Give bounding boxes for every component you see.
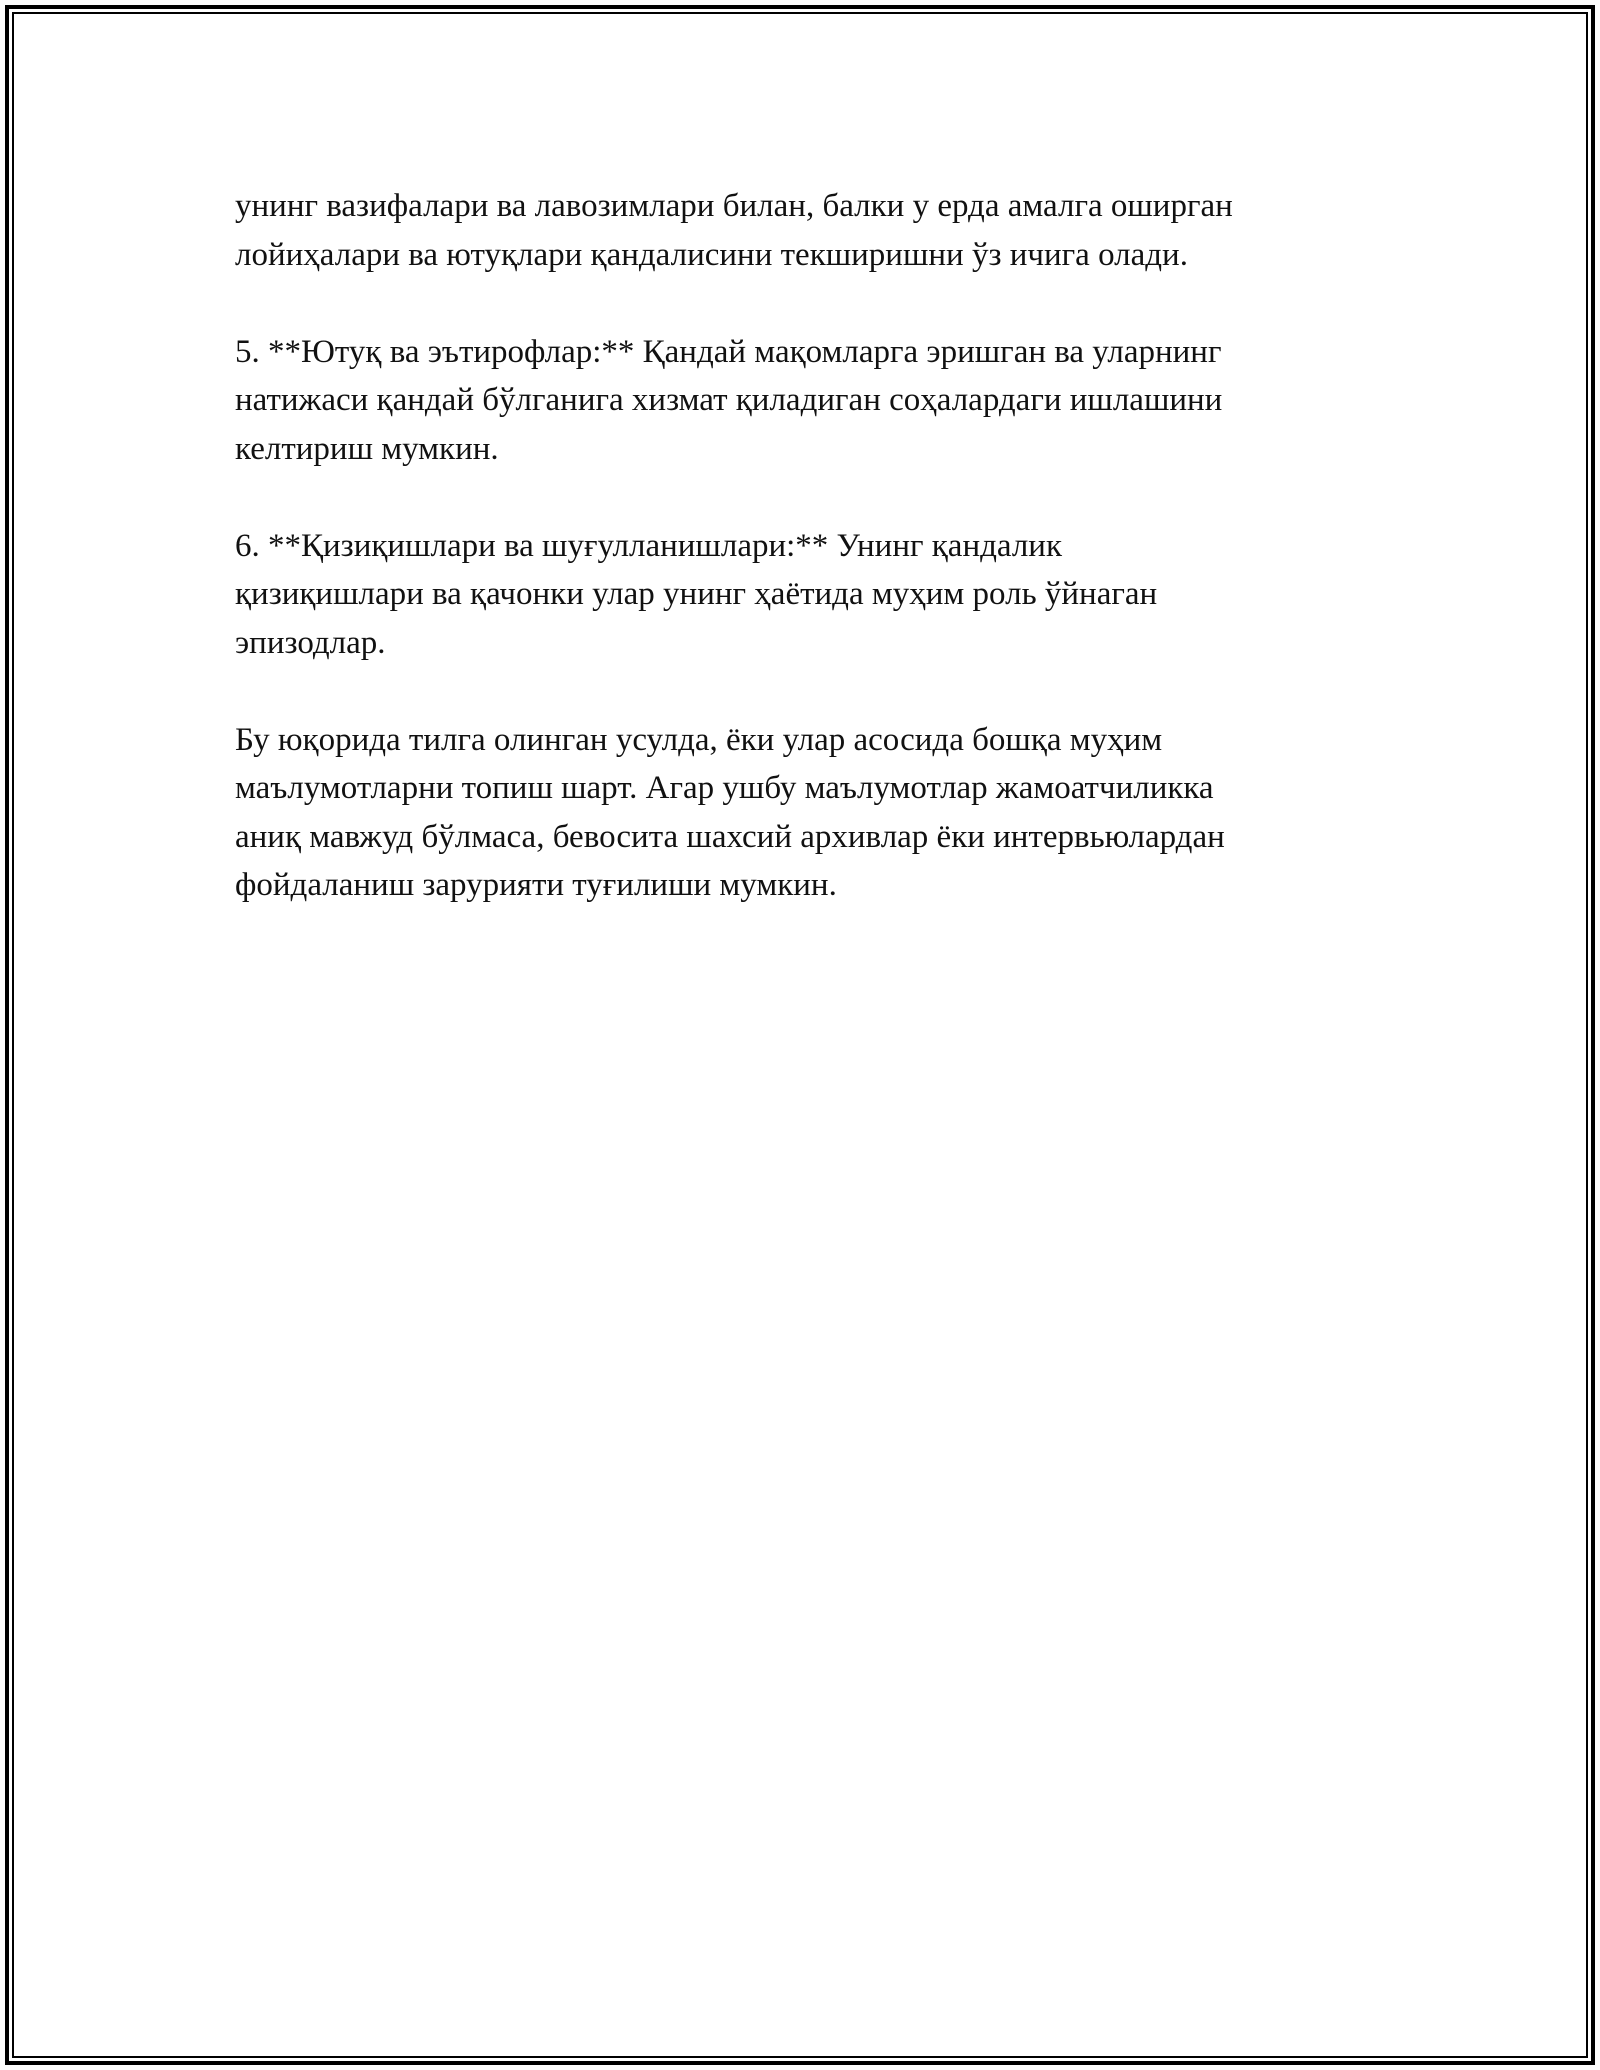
document-body — [235, 182, 1365, 958]
paragraph-achievements: 5. **Ютуқ ва эътирофлар:** Қандай мақомларга эришган ва уларнинг натижаси қандай бўлганига хизмат қиладиган соҳалардаги ишлашини келтириш мумкин. — [235, 333, 1223, 467]
paragraph-continuation: унинг вазифалари ва лавозимлари билан, балки у ерда амалга оширган лойиҳалари ва ютуқлари қандалисини текширишни ўз ичига олади. — [235, 188, 1233, 273]
paragraph-conclusion: Бу юқорида тилга олинган усулда, ёки улар асосида бошқа муҳим маълумотларни топиш шарт. Агар ушбу маълумотлар жамоатчиликка аниқ мавжуд бўлмаса, бевосита шахсий архивлар ёки интервьюлардан фойдаланиш зарурияти туғилиши мумкин. — [235, 721, 1225, 903]
paragraph-interests: 6. **Қизиқишлари ва шуғулланишлари:** Унинг қандалик қизиқишлари ва қачонки улар унинг ҳаётида муҳим роль ўйнаган эпизодлар. — [235, 527, 1158, 661]
